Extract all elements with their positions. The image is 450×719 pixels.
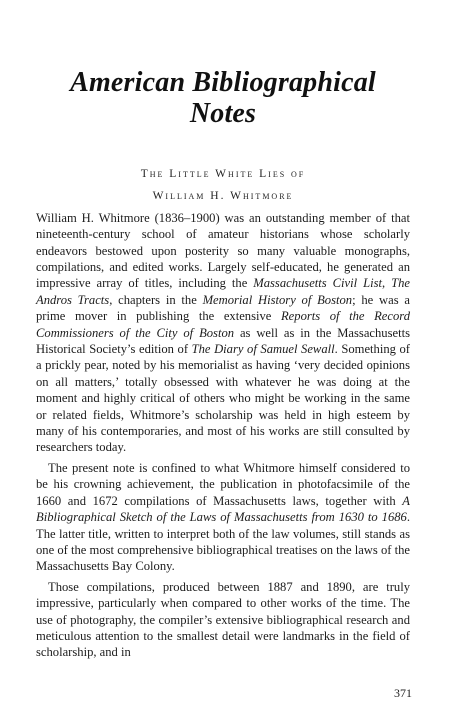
italic-title: Reports of the Record Commissioners of the City of Boston — [36, 309, 410, 340]
paragraph — [36, 579, 410, 661]
italic-title: Massachusetts Civil List — [253, 276, 382, 291]
text-run: , chapters in the — [109, 292, 203, 307]
journal-title: American Bibliographical Notes — [70, 67, 376, 129]
italic-title: The Diary of Samuel Sewall — [191, 342, 335, 357]
article-title-line-1: The Little White Lies of — [140, 167, 306, 180]
italic-title: Memorial History of Boston — [202, 292, 353, 307]
text-run: as well as in the Massachusetts Historical Society’s edition of — [36, 325, 410, 357]
article-title — [36, 166, 410, 204]
paragraph — [36, 210, 410, 456]
text-run: Those compilations, produced between 1887 and 1890, are truly impressive, particularly when compared to other works of the time. The use of photography, the compiler’s extensive bibliographical research and meticulous attention to the smallest detail were landmarks in the field of scholarship, and in — [36, 579, 410, 660]
text-run: ; he was a prime mover in publishing the extensive — [36, 292, 410, 324]
article-body — [36, 210, 410, 661]
text-run: . The latter title, written to interpret both of the law volumes, still stands as one of the most comprehensive bibliographical treatises on the laws of the Massachusetts Bay Colony. — [36, 510, 410, 574]
page-number: 371 — [394, 686, 412, 700]
paragraph — [36, 460, 410, 575]
italic-title: The Andros Tracts — [36, 276, 410, 307]
text-run: The present note is confined to what Whitmore himself considered to be his crowning achievement, the publication in photofacsimile of the 1660 and 1672 compilations of Massachusetts laws, together with — [36, 460, 410, 508]
article-title-line-2: William H. Whitmore — [152, 189, 294, 202]
text-run: William H. Whitmore (1836–1900) was an outstanding member of that nineteenth-century school of amateur historians whose scholarly endeavors bestowed upon posterity so many valuable monographs, compilations, and edited works. Largely self-educated, he generated an impressive array of titles, including the — [36, 210, 410, 291]
text-run: . Something of a prickly pear, noted by his memorialist as having ‘very decided opinions on all matters,’ totally obsessed with whatever he was doing at the moment and highly critical of others who might be working in the same or related fields, Whitmore’s scholarship was held in high esteem by many of his contemporaries, and most of his works are still consulted by researchers today. — [36, 342, 411, 455]
italic-title: A Bibliographical Sketch of the Laws of Massachusetts from 1630 to 1686 — [36, 493, 410, 525]
text-run: , — [382, 276, 392, 291]
